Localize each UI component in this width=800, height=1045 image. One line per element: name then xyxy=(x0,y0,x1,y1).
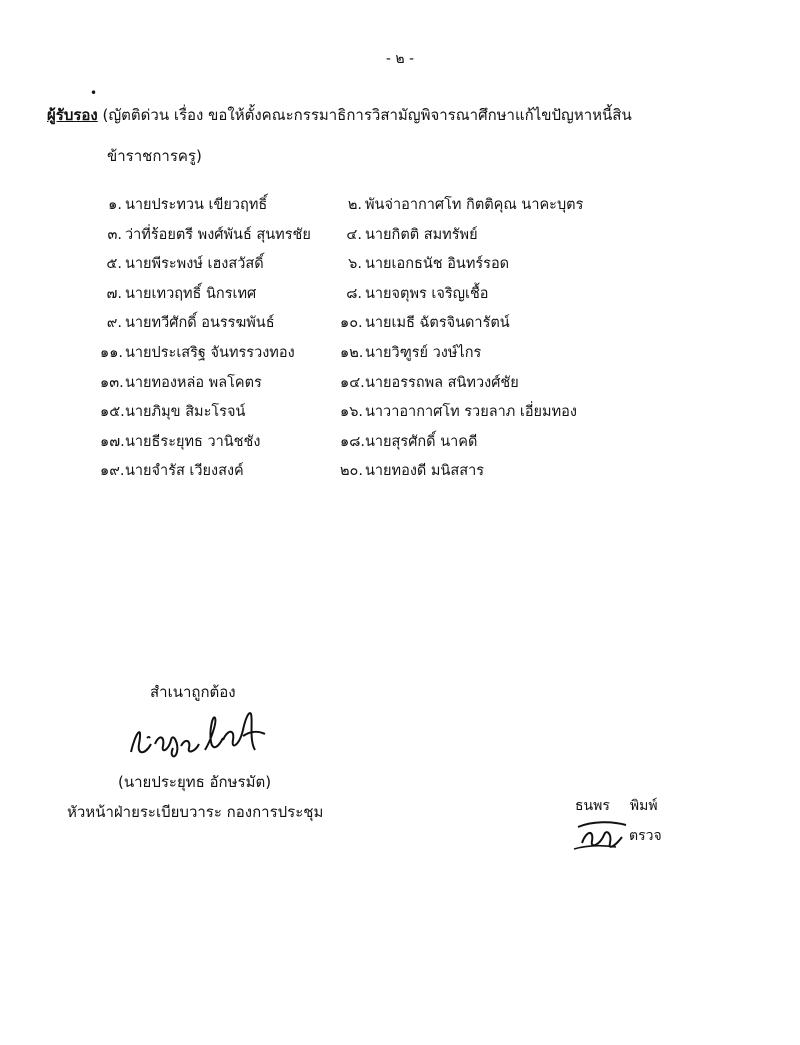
entry-name: นายทวีศักดิ์ อนรรฆพันธ์ xyxy=(125,315,275,332)
supporter-entry xyxy=(100,371,335,394)
entry-name: ว่าที่ร้อยตรี พงศ์พันธ์ สุนทรชัย xyxy=(125,226,311,243)
name-row xyxy=(0,193,800,223)
supporter-entry xyxy=(100,282,335,305)
entry-number: ๕. xyxy=(106,256,122,273)
supporter-entry xyxy=(340,459,640,482)
name-row xyxy=(0,311,800,341)
typed-label: พิมพ์ xyxy=(629,798,658,814)
entry-name: นายอรรถพล สนิทวงศ์ชัย xyxy=(365,374,519,391)
supporter-entry xyxy=(100,430,335,453)
entry-number: ๑๔. xyxy=(340,374,365,391)
entry-number: ๑๒. xyxy=(340,344,364,361)
checker-initials-image xyxy=(572,815,632,855)
supporter-entry xyxy=(340,282,640,305)
supporters-text-line1: (ญัตติด่วน เรื่อง ขอให้ตั้งคณะกรรมาธิการวิสามัญพิจารณาศึกษาแก้ไขปัญหาหนี้สิน xyxy=(102,106,632,124)
entry-number: ๑. xyxy=(108,197,122,213)
entry-name: นายกิตติ สมทรัพย์ xyxy=(365,226,478,243)
entry-number: ๙. xyxy=(106,315,122,332)
name-row xyxy=(0,252,800,282)
entry-number: ๑๖. xyxy=(340,404,364,421)
entry-number: ๑๐. xyxy=(340,315,363,332)
entry-number: ๑๕. xyxy=(100,404,125,421)
entry-name: นายเมธี ฉัตรจินดารัตน์ xyxy=(365,315,510,332)
supporters-label: ผู้รับรอง xyxy=(47,106,98,124)
signer-title: หัวหน้าฝ่ายระเบียบวาระ กองการประชุม xyxy=(67,803,324,821)
entry-name: นายพีระพงษ์ เฮงสวัสดิ์ xyxy=(125,256,264,273)
entry-number: ๒๐. xyxy=(340,463,364,480)
entry-name: นายวิฑูรย์ วงษ์ไกร xyxy=(365,344,482,361)
name-row xyxy=(0,282,800,312)
entry-name: นายประเสริฐ จันทรรวงทอง xyxy=(125,344,295,361)
certified-copy-label: สำเนาถูกต้อง xyxy=(150,683,236,701)
entry-number: ๖. xyxy=(348,256,362,273)
checked-label: ตรวจ xyxy=(629,828,662,844)
entry-name: นายประทวน เขียวฤทธิ์ xyxy=(125,197,268,213)
supporters-heading xyxy=(47,103,632,127)
supporter-entry xyxy=(100,341,335,364)
supporter-entry xyxy=(340,223,640,246)
entry-name: นายเอกธนัช อินทร์รอด xyxy=(365,256,510,273)
supporters-text-line2: ข้าราชการครู) xyxy=(107,147,202,165)
entry-name: นายทองดี มนิสสาร xyxy=(365,463,485,480)
supporter-entry xyxy=(100,252,335,275)
supporter-entry xyxy=(340,371,640,394)
signature-image xyxy=(125,700,275,770)
entry-name: นายธีระยุทธ วานิชชัง xyxy=(125,433,261,450)
name-row xyxy=(0,371,800,401)
entry-name: นายเทวฤทธิ์ นิกรเทศ xyxy=(125,285,257,302)
name-row xyxy=(0,341,800,371)
signer-name: (นายประยุทธ อักษรมัต) xyxy=(118,773,272,791)
supporter-entry xyxy=(100,311,335,334)
supporter-entry xyxy=(340,400,640,423)
entry-number: ๘. xyxy=(346,285,362,302)
entry-number: ๑๙. xyxy=(100,463,125,480)
name-row xyxy=(0,400,800,430)
supporter-entry xyxy=(100,400,335,423)
supporter-entry xyxy=(340,341,640,364)
entry-number: ๑๗. xyxy=(100,433,125,450)
supporter-entry xyxy=(100,223,335,246)
name-row xyxy=(0,223,800,253)
entry-name: นายสุรศักดิ์ นาคดี xyxy=(365,433,478,450)
supporter-entry xyxy=(340,252,640,275)
entry-number: ๑๑. xyxy=(100,344,124,361)
supporters-name-list xyxy=(0,193,800,489)
entry-name: นายจำรัส เวียงสงค์ xyxy=(125,463,244,480)
entry-number: ๔. xyxy=(346,226,362,243)
entry-name: นาวาอากาศโท รวยลาภ เอี่ยมทอง xyxy=(365,404,577,421)
name-row xyxy=(0,430,800,460)
supporter-entry xyxy=(100,459,335,482)
supporter-entry xyxy=(340,193,640,216)
entry-number: ๓. xyxy=(107,226,122,243)
entry-number: ๗. xyxy=(106,285,122,302)
entry-name: นายทองหล่อ พลโคตร xyxy=(125,374,262,391)
supporter-entry xyxy=(340,311,640,334)
entry-number: ๑๓. xyxy=(100,374,124,391)
entry-name: นายจตุพร เจริญเชื้อ xyxy=(365,285,489,302)
supporter-entry xyxy=(340,430,640,453)
typist-line xyxy=(575,795,658,817)
entry-name: นายภิมุข สิมะโรจน์ xyxy=(125,404,246,421)
entry-number: ๑๘. xyxy=(340,433,365,450)
supporter-entry xyxy=(100,193,335,216)
bullet-mark: • xyxy=(90,86,98,100)
page-number: - ๒ - xyxy=(385,51,415,67)
entry-number: ๒. xyxy=(347,197,362,213)
name-row xyxy=(0,459,800,489)
entry-name: พันจ่าอากาศโท กิตติคุณ นาคะบุตร xyxy=(365,197,584,213)
typist-name: ธนพร xyxy=(575,798,610,814)
